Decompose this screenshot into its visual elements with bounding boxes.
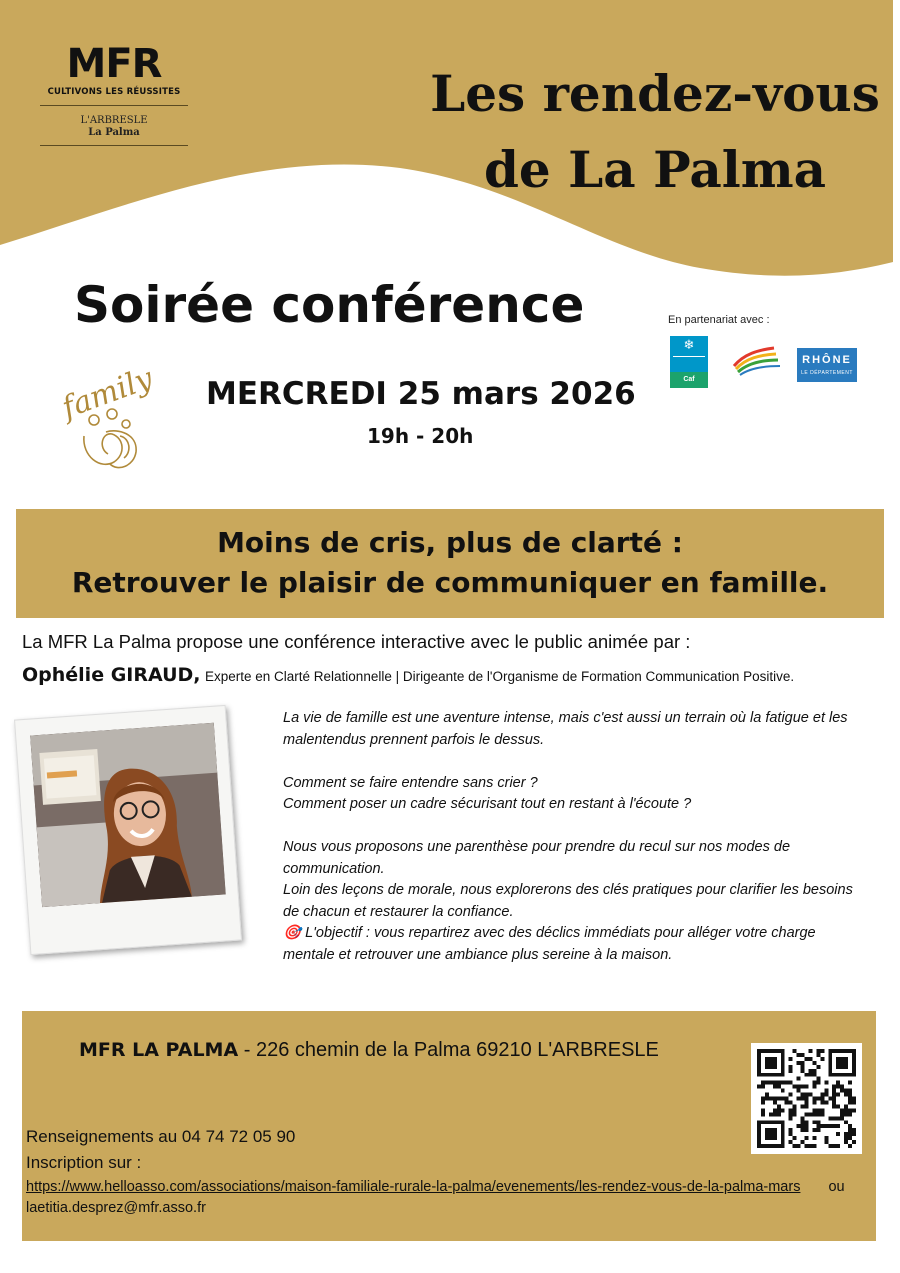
speaker-role: Experte en Clarté Relationnelle | Dirigeante de l'Organisme de Formation Communication Positive. <box>204 669 795 684</box>
event-type-heading: Soirée conférence <box>74 276 585 334</box>
event-time: 19h - 20h <box>367 424 474 448</box>
description <box>283 708 863 966</box>
qr-code[interactable] <box>751 1043 862 1154</box>
speaker-line <box>22 664 892 686</box>
page-title <box>420 56 890 208</box>
signup-label: Inscription sur : <box>26 1153 142 1172</box>
target-icon: 🎯 <box>283 925 302 941</box>
topic-banner <box>16 509 884 618</box>
speaker-photo <box>30 723 226 907</box>
arbresle-logo-icon <box>728 344 784 378</box>
logo-mark: MFR <box>66 41 162 87</box>
family-logo-text: family <box>57 360 158 426</box>
footer-info-box <box>22 1011 876 1241</box>
mfr-logo <box>36 42 192 146</box>
qr-code-icon <box>757 1049 856 1148</box>
caf-logo-icon: ❄ Caf <box>670 336 708 388</box>
event-date: MERCREDI 25 mars 2026 <box>206 376 636 412</box>
title-line2: de La Palma <box>483 140 827 199</box>
phone-line: Renseignements au 04 74 72 05 90 <box>26 1127 296 1146</box>
signup-url-link[interactable]: https://www.helloasso.com/associations/maison-familiale-rurale-la-palma/evenements/les-rendez-vous-de-la-palma-mars <box>26 1179 801 1195</box>
description-question2: Comment poser un cadre sécurisant tout en restant à l'écoute ? <box>283 796 692 812</box>
logo-tagline: CULTIVONS LES RÉUSSITES <box>47 87 181 97</box>
rhone-logo-name: RHÔNE <box>802 354 852 366</box>
logo-place-line1: L'ARBRESLE <box>80 115 148 126</box>
description-p1: La vie de famille est une aventure intense, mais c'est aussi un terrain où la fatigue et les malentendus prennent parfois le dessus. <box>283 710 848 748</box>
description-p4 <box>283 923 863 966</box>
title-line1: Les rendez-vous <box>430 64 880 123</box>
topic-line2: Retrouver le plaisir de communiquer en famille. <box>71 566 829 599</box>
logo-divider-bottom <box>40 145 188 146</box>
topic-line1: Moins de cris, plus de clarté : <box>217 526 683 559</box>
partners-label: En partenariat avec : <box>668 314 770 326</box>
description-p2: Nous vous proposons une parenthèse pour prendre du recul sur nos modes de communication. <box>283 839 791 877</box>
description-p3: Loin des leçons de morale, nous explorerons des clés pratiques pour clarifier les besoins de chacun et restaurer la confiance. <box>283 882 853 920</box>
logo-divider <box>40 105 188 106</box>
org-name: MFR LA PALMA <box>79 1039 239 1061</box>
caf-logo-text: Caf <box>670 372 708 388</box>
speaker-name: Ophélie GIRAUD, <box>22 664 201 686</box>
logo-place-line2: La Palma <box>88 127 140 138</box>
intro-text: La MFR La Palma propose une conférence interactive avec le public animée par : <box>22 631 691 652</box>
description-p4-text: L'objectif : vous repartirez avec des déclics immédiats pour alléger votre charge mentale et retrouver une ambiance plus sereine à la maison. <box>283 925 816 963</box>
speaker-photo-frame <box>14 705 242 955</box>
description-question1: Comment se faire entendre sans crier ? <box>283 774 538 791</box>
family-logo-icon <box>54 352 164 476</box>
rhone-logo-sub: LE DÉPARTEMENT <box>801 370 853 376</box>
email-line: ou laetitia.desprez@mfr.asso.fr <box>26 1179 845 1216</box>
address: - 226 chemin de la Palma 69210 L'ARBRESLE <box>238 1039 659 1061</box>
address-line <box>79 1039 659 1062</box>
rhone-logo-icon <box>797 348 857 382</box>
signup-links <box>26 1177 856 1219</box>
